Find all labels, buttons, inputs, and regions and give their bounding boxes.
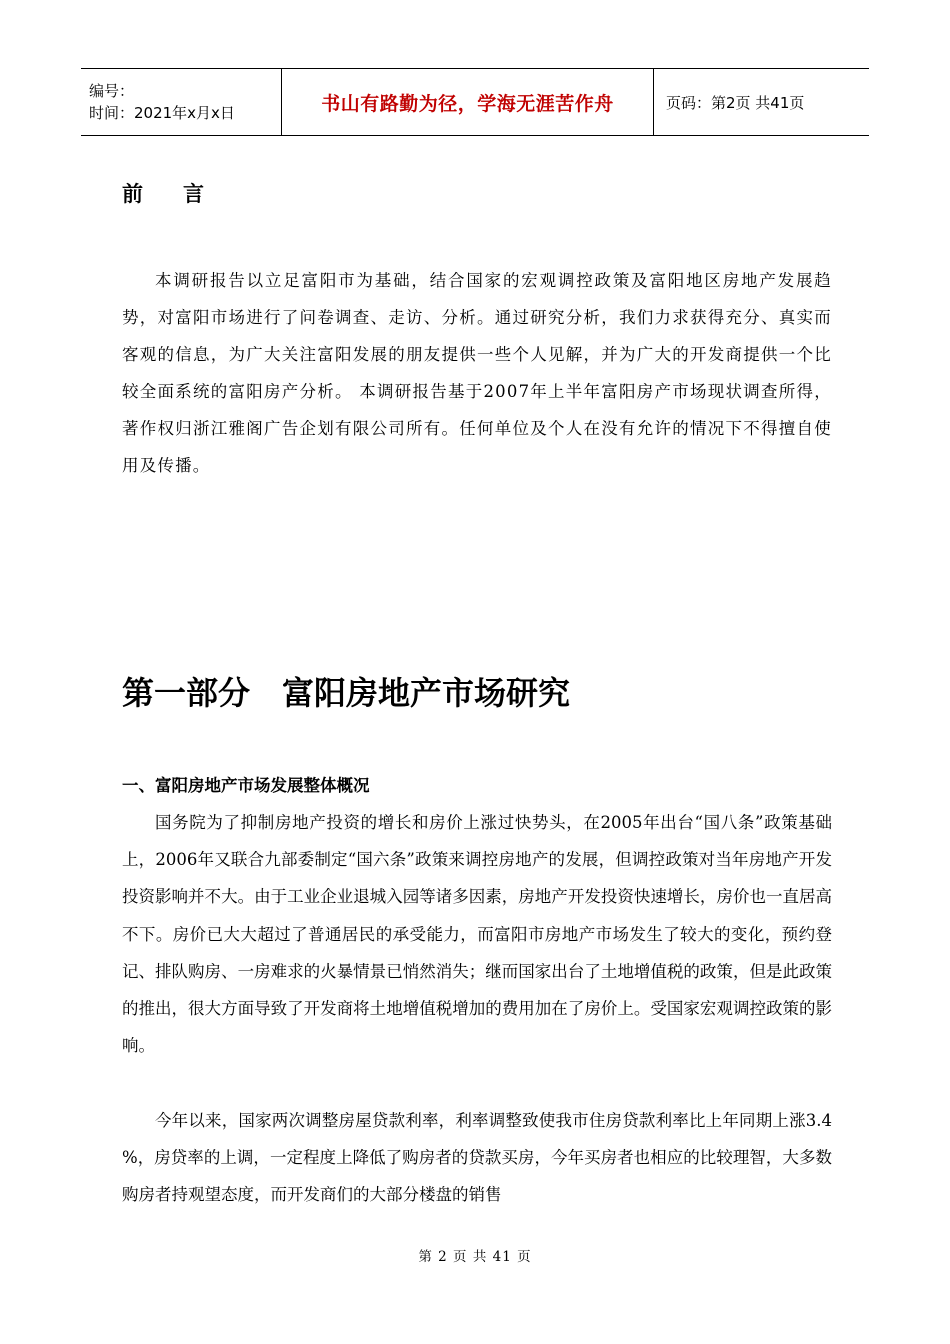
header-motto-cell bbox=[281, 69, 654, 135]
preface-title: 前言 bbox=[122, 182, 244, 206]
header-page-info: 页码：第2页 共41页 bbox=[666, 93, 805, 112]
preface-paragraph: 本调研报告以立足富阳市为基础，结合国家的宏观调控政策及富阳地区房地产发展趋势，对富阳市场进行了问卷调查、走访、分析。通过研究分析，我们力求获得充分、真实而客观的信息，为广大关注富阳发展的朋友提供一些个人见解，并为广大的开发商提供一个比较全面系统的富阳房产分析。 本调研报告基于2007年上半年富阳房产市场现状调查所得，著作权归浙江雅阁广告企划有限公司所有。任何单位及个人在没有允许的情况下不得擅自使用及传播。 bbox=[122, 271, 832, 475]
document-number-label: 编号： bbox=[89, 82, 135, 100]
document-header bbox=[81, 68, 869, 136]
section-one-heading: 一、富阳房地产市场发展整体概况 bbox=[122, 776, 370, 795]
section-one-paragraph-2: 今年以来，国家两次调整房屋贷款利率，利率调整致使我市住房贷款利率比上年同期上涨3.4 %，房贷率的上调，一定程度上降低了购房者的贷款买房，今年买房者也相应的比较理智，大多数购房者持观望态度，而开发商们的大部分楼盘的销售 bbox=[122, 1111, 832, 1205]
header-motto: 书山有路勤为径，学海无涯苦作舟 bbox=[321, 92, 614, 115]
document-time-label: 时间：2021年x月x日 bbox=[89, 104, 235, 122]
part-one-title: 第一部分 富阳房地产市场研究 bbox=[122, 674, 571, 712]
header-meta bbox=[81, 69, 281, 135]
section-one-paragraph-1: 国务院为了抑制房地产投资的增长和房价上涨过快势头，在2005年出台“国八条”政策基础上，2006年又联合九部委制定“国六条”政策来调控房地产的发展，但调控政策对当年房地产开发投资影响并不大。由于工业企业退城入园等诸多因素，房地产开发投资快速增长，房价也一直居高不下。房价已大大超过了普通居民的承受能力，而富阳市房地产市场发生了较大的变化，预约登记、排队购房、一房难求的火暴情景已悄然消失；继而国家出台了土地增值税的政策，但是此政策的推出，很大方面导致了开发商将土地增值税增加的费用加在了房价上。受国家宏观调控政策的影响。 bbox=[122, 813, 832, 1056]
page-footer: 第 2 页 共 41 页 bbox=[418, 1249, 532, 1265]
